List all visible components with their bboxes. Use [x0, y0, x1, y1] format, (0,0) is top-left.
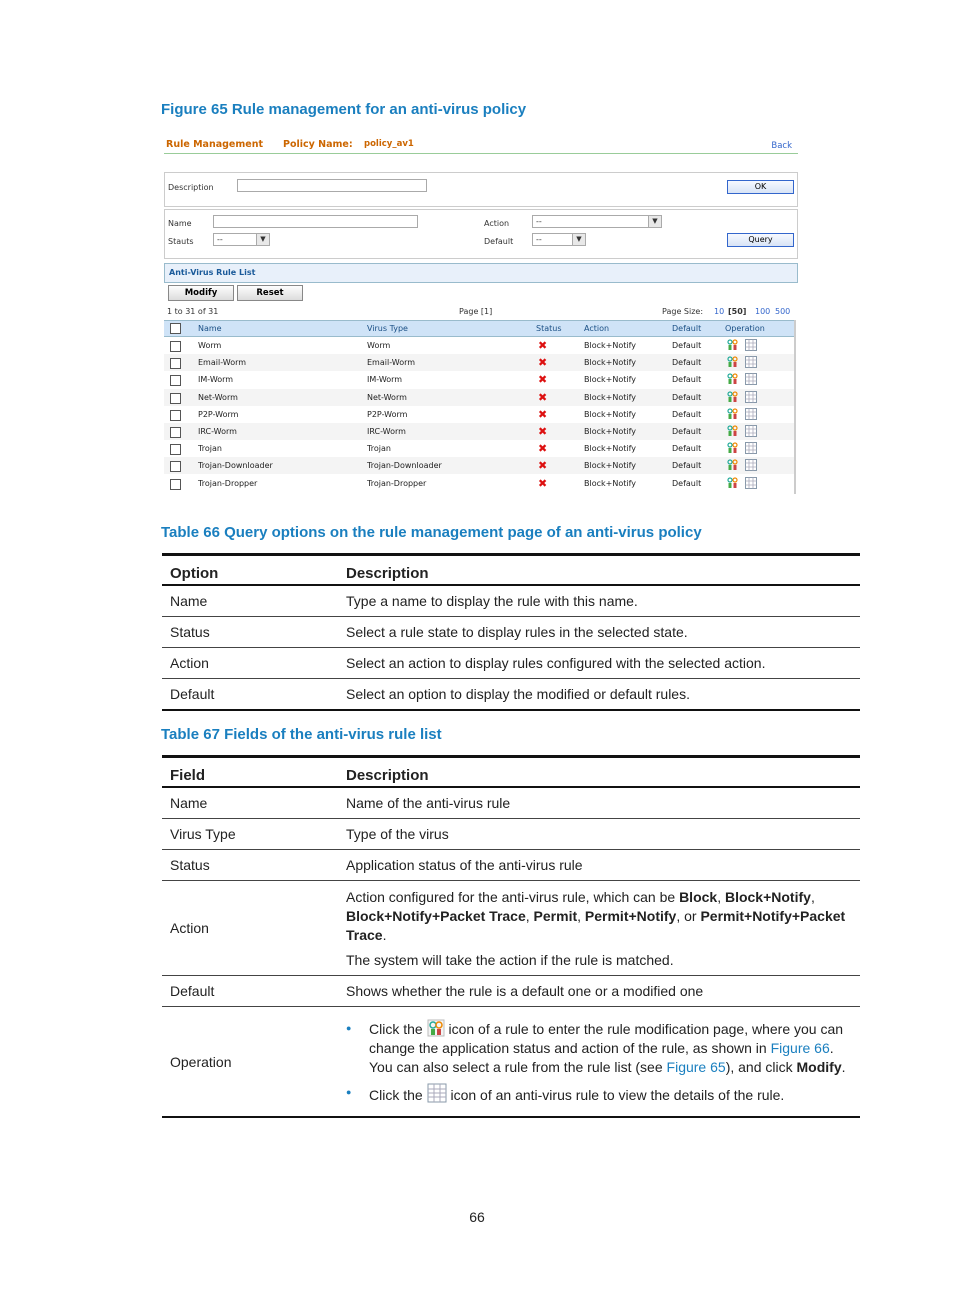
modify-icon	[427, 1019, 445, 1037]
table-row	[162, 679, 860, 711]
rule-virus-type: Net-Worm	[367, 392, 407, 402]
table-row	[162, 976, 860, 1007]
ok-button[interactable]: OK	[727, 180, 794, 194]
rule-action: Block+Notify	[584, 375, 636, 385]
text: icon of a rule to enter the rule modification page, where you can change the application status and action of the rule, as shown in	[369, 1021, 844, 1056]
table67-cell: Default	[162, 976, 338, 1007]
table66-cell: Default	[162, 679, 338, 711]
action-permit-notify: Permit+Notify	[584, 908, 677, 924]
rule-action: Block+Notify	[584, 444, 636, 454]
pager-range: 1 to 31 of 31	[167, 307, 219, 316]
policy-name-label: Policy Name:	[283, 139, 353, 150]
status-disabled-icon: ✖	[538, 373, 548, 387]
table66-cell: Select a rule state to display rules in the selected state.	[338, 617, 860, 648]
query-button[interactable]: Query	[727, 233, 794, 247]
page-number: 66	[469, 1209, 485, 1225]
details-icon[interactable]	[745, 373, 757, 385]
modify-bold: Modify	[796, 1059, 842, 1075]
rule-virus-type: IM-Worm	[367, 375, 403, 385]
table-row[interactable]	[164, 354, 796, 371]
row-checkbox[interactable]	[170, 393, 181, 404]
rule-default: Default	[672, 392, 702, 402]
row-checkbox[interactable]	[170, 358, 181, 369]
status-disabled-icon: ✖	[538, 407, 548, 421]
description-input[interactable]	[237, 179, 427, 192]
status-disabled-icon: ✖	[538, 339, 548, 352]
chevron-down-icon: ▼	[256, 234, 269, 245]
row-checkbox[interactable]	[170, 461, 181, 472]
status-disabled-icon: ✖	[538, 476, 548, 490]
default-filter-select[interactable]	[532, 233, 586, 246]
row-checkbox[interactable]	[170, 341, 181, 352]
name-filter-input[interactable]	[213, 215, 418, 228]
action-block-notify: Block+Notify	[724, 889, 811, 905]
rule-list-titlebar	[164, 263, 798, 283]
pager-page: Page [1]	[459, 307, 493, 316]
action-note: The system will take the action if the rule is matched.	[346, 952, 674, 968]
table-row	[162, 1007, 860, 1118]
list-item	[346, 1019, 852, 1077]
table-row	[162, 787, 860, 819]
table67-operation-description	[338, 1007, 860, 1118]
col-status[interactable]: Status	[536, 324, 562, 333]
modify-icon[interactable]	[727, 459, 738, 471]
action-filter-value: --	[536, 217, 542, 226]
text: , or	[676, 908, 701, 924]
rule-action: Block+Notify	[584, 461, 636, 471]
modify-icon[interactable]	[727, 391, 738, 403]
action-paragraph	[346, 888, 852, 945]
row-checkbox[interactable]	[170, 410, 181, 421]
table67-header-description: Description	[338, 757, 860, 788]
ui-page-title: Rule Management	[166, 139, 264, 150]
default-filter-label: Default	[484, 237, 514, 246]
table67	[162, 755, 860, 1118]
rule-action: Block+Notify	[584, 478, 636, 488]
modify-icon[interactable]	[727, 477, 738, 489]
page-size-10[interactable]: 10	[714, 307, 725, 316]
table67-cell: Type of the virus	[338, 819, 860, 850]
default-filter-value: --	[536, 235, 542, 244]
text: Click the	[369, 1087, 427, 1103]
table-row	[162, 850, 860, 881]
rule-name: Trojan	[198, 444, 222, 454]
table66-title: Table 66 Query options on the rule management page of an anti-virus policy	[161, 524, 702, 541]
rule-default: Default	[672, 478, 702, 488]
rule-management-screenshot	[164, 136, 798, 494]
details-icon[interactable]	[745, 442, 757, 454]
table-row	[162, 881, 860, 976]
details-icon[interactable]	[745, 391, 757, 403]
rule-virus-type: Trojan-Downloader	[367, 461, 442, 471]
table-row[interactable]	[164, 475, 796, 492]
table67-header-field: Field	[162, 757, 338, 788]
rule-default: Default	[672, 461, 702, 471]
scrollbar[interactable]	[794, 320, 796, 494]
table67-cell: Status	[162, 850, 338, 881]
rule-virus-type: IRC-Worm	[367, 427, 406, 436]
rule-action: Block+Notify	[584, 427, 636, 436]
details-icon[interactable]	[745, 356, 757, 368]
rule-virus-type: Worm	[367, 341, 391, 350]
status-disabled-icon: ✖	[538, 459, 548, 473]
pager	[164, 306, 796, 318]
rule-name: Email-Worm	[198, 358, 247, 368]
rule-name: IRC-Worm	[198, 427, 237, 436]
rule-default: Default	[672, 427, 702, 436]
status-filter-value: --	[217, 235, 223, 244]
ui-header	[164, 136, 798, 154]
action-block: Block	[679, 889, 718, 905]
modify-icon[interactable]	[727, 425, 738, 437]
details-icon[interactable]	[745, 459, 757, 471]
table67-cell: Action	[162, 881, 338, 976]
chevron-down-icon: ▼	[572, 234, 585, 245]
page-size-500[interactable]: 500	[775, 307, 791, 316]
list-item	[346, 1083, 852, 1105]
table-row[interactable]	[164, 423, 796, 440]
table-row[interactable]	[164, 371, 796, 388]
rule-name: Trojan-Dropper	[198, 478, 258, 488]
text: .	[382, 927, 387, 943]
table66-cell: Name	[162, 585, 338, 617]
rule-virus-type: Trojan-Dropper	[367, 478, 427, 488]
status-filter-label: Stauts	[168, 237, 194, 246]
col-virus-type[interactable]: Virus Type	[367, 324, 408, 333]
text: ,	[525, 908, 534, 924]
text: icon of an anti-virus rule to view the details of the rule.	[446, 1087, 785, 1103]
description-label: Description	[168, 183, 214, 192]
modify-icon[interactable]	[727, 356, 738, 368]
text: Action configured for the anti-virus rule, which can be	[346, 889, 680, 905]
rule-virus-type: P2P-Worm	[367, 409, 408, 419]
details-icon[interactable]	[745, 425, 757, 437]
rule-list-title: Anti-Virus Rule List	[169, 268, 256, 277]
modify-icon[interactable]	[727, 408, 738, 420]
table67-cell: Shows whether the rule is a default one or a modified one	[338, 976, 860, 1007]
text: Click the	[369, 1021, 427, 1037]
action-filter-select[interactable]	[532, 215, 662, 228]
rule-virus-type: Trojan	[367, 444, 391, 454]
figure65-link[interactable]: Figure 65	[666, 1059, 726, 1075]
row-checkbox[interactable]	[170, 444, 181, 455]
table67-cell: Operation	[162, 1007, 338, 1118]
back-link[interactable]: Back	[771, 141, 792, 151]
details-icon[interactable]	[745, 339, 757, 351]
text: ), and click	[725, 1059, 797, 1075]
table67-cell: Virus Type	[162, 819, 338, 850]
rule-name: P2P-Worm	[198, 409, 239, 419]
status-filter-select[interactable]	[213, 233, 270, 246]
table-row[interactable]	[164, 337, 796, 354]
action-permit-notify-trace: Permit+Notify+Packet Trace	[346, 908, 846, 943]
rule-action: Block+Notify	[584, 358, 636, 368]
page-size-100[interactable]: 100	[755, 307, 771, 316]
table66-header-description: Description	[338, 555, 860, 586]
table-row	[162, 617, 860, 648]
name-filter-label: Name	[168, 219, 192, 228]
rule-action: Block+Notify	[584, 392, 636, 402]
col-action[interactable]: Action	[584, 324, 610, 333]
modify-icon[interactable]	[727, 373, 738, 385]
action-block-notify-trace: Block+Notify+Packet Trace	[346, 908, 526, 924]
modify-icon[interactable]	[727, 339, 738, 351]
filter-panel	[164, 209, 798, 259]
rule-name: IM-Worm	[198, 375, 234, 385]
rule-name: Worm	[198, 341, 222, 350]
table-row[interactable]	[164, 389, 796, 406]
rule-action: Block+Notify	[584, 341, 636, 350]
rule-name: Net-Worm	[198, 392, 238, 402]
chevron-down-icon: ▼	[648, 216, 661, 227]
details-icon[interactable]	[745, 408, 757, 420]
action-filter-label: Action	[484, 219, 510, 228]
table66	[162, 553, 860, 711]
rule-default: Default	[672, 444, 702, 454]
table67-cell: Name of the anti-virus rule	[338, 787, 860, 819]
table-row[interactable]	[164, 457, 796, 474]
text: ,	[810, 889, 815, 905]
status-disabled-icon: ✖	[538, 425, 548, 438]
status-disabled-icon: ✖	[538, 390, 548, 404]
select-all-checkbox[interactable]	[170, 323, 181, 334]
text: ,	[577, 908, 585, 924]
rule-grid-header	[164, 320, 796, 337]
table66-header-option: Option	[162, 555, 338, 586]
reset-button[interactable]: Reset	[237, 285, 303, 301]
table-row	[162, 819, 860, 850]
rule-virus-type: Email-Worm	[367, 358, 416, 368]
row-checkbox[interactable]	[170, 479, 181, 490]
table67-action-description	[338, 881, 860, 976]
modify-icon[interactable]	[727, 442, 738, 454]
action-permit: Permit	[533, 908, 578, 924]
description-panel	[164, 172, 798, 207]
table-row[interactable]	[164, 406, 796, 423]
table67-cell: Application status of the anti-virus rule	[338, 850, 860, 881]
row-checkbox[interactable]	[170, 375, 181, 386]
policy-name-value: policy_av1	[364, 139, 414, 149]
col-operation: Operation	[725, 324, 765, 333]
table66-cell: Type a name to display the rule with this name.	[338, 585, 860, 617]
rule-action: Block+Notify	[584, 409, 636, 419]
page-size-label: Page Size:	[662, 307, 704, 316]
status-disabled-icon: ✖	[538, 356, 548, 370]
table66-cell: Select an option to display the modified or default rules.	[338, 679, 860, 711]
text: . You can also select a rule from the rule list (see	[369, 1040, 834, 1075]
col-name[interactable]: Name	[198, 324, 222, 333]
status-disabled-icon: ✖	[538, 442, 548, 456]
rule-default: Default	[672, 358, 702, 368]
modify-button[interactable]: Modify	[168, 285, 234, 301]
text: .	[841, 1059, 846, 1075]
table67-cell: Name	[162, 787, 338, 819]
text: ,	[717, 889, 725, 905]
table66-cell: Select an action to display rules configured with the selected action.	[338, 648, 860, 679]
row-checkbox[interactable]	[170, 427, 181, 438]
details-icon	[427, 1083, 447, 1103]
figure66-link[interactable]: Figure 66	[770, 1040, 830, 1056]
rule-default: Default	[672, 375, 702, 385]
figure-title: Figure 65 Rule management for an anti-virus policy	[161, 101, 527, 118]
table67-title: Table 67 Fields of the anti-virus rule list	[161, 726, 442, 743]
table-row[interactable]	[164, 440, 796, 457]
table66-cell: Action	[162, 648, 338, 679]
col-default[interactable]: Default	[672, 324, 702, 333]
table-row	[162, 585, 860, 617]
rule-default: Default	[672, 409, 702, 419]
rule-name: Trojan-Downloader	[198, 461, 273, 471]
table66-cell: Status	[162, 617, 338, 648]
page-size-50[interactable]: [50]	[728, 307, 747, 316]
rule-default: Default	[672, 341, 702, 350]
table-row	[162, 648, 860, 679]
details-icon[interactable]	[745, 477, 757, 489]
